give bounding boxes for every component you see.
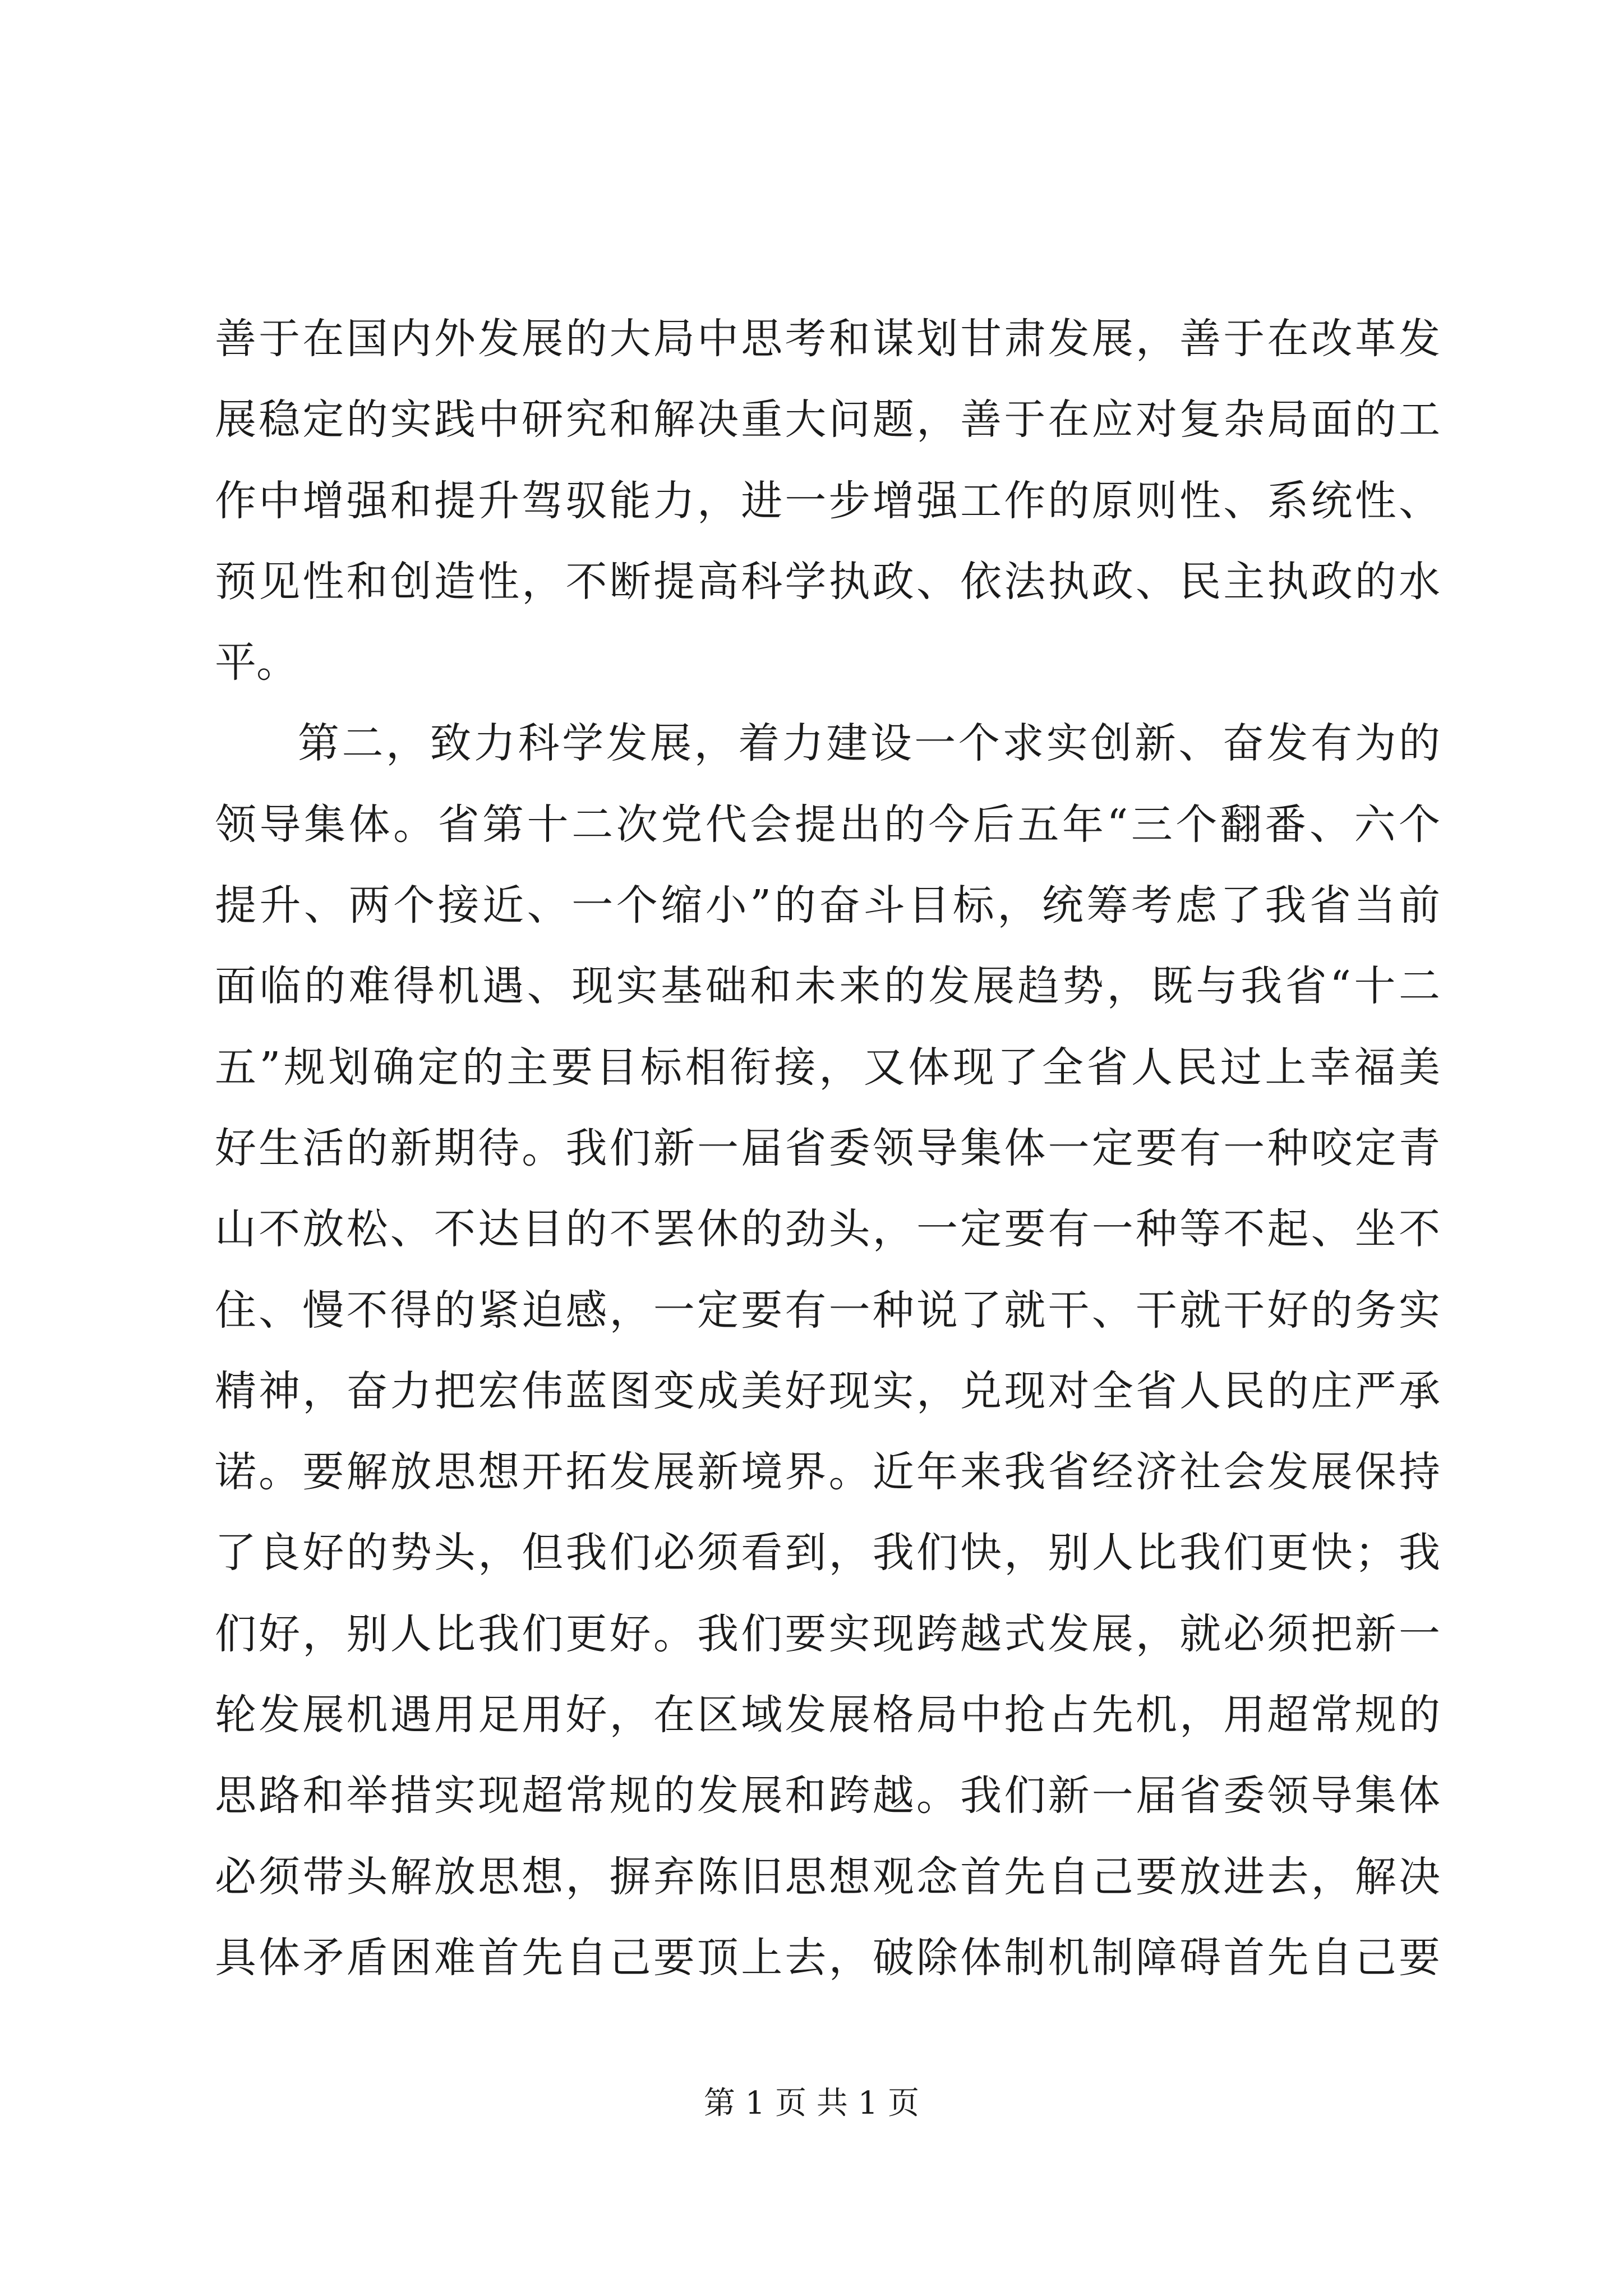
text-line: 必须带头解放思想，摒弃陈旧思想观念首先自己要放进去，解决 xyxy=(215,1852,1440,1901)
text-line: 好生活的新期待。我们新一届省委领导集体一定要有一种咬定青 xyxy=(215,1124,1440,1172)
text-line: 轮发展机遇用足用好，在区域发展格局中抢占先机，用超常规的 xyxy=(215,1691,1440,1740)
text-line: 诺。要解放思想开拓发展新境界。近年来我省经济社会发展保持 xyxy=(215,1448,1440,1497)
text-line: 预见性和创造性，不断提高科学执政、依法执政、民主执政的水 xyxy=(215,557,1440,606)
text-line: 们好，别人比我们更好。我们要实现跨越式发展，就必须把新一 xyxy=(215,1609,1440,1658)
text-line: 山不放松、不达目的不罢休的劲头，一定要有一种等不起、坐不 xyxy=(215,1205,1440,1254)
text-line: 思路和举措实现超常规的发展和跨越。我们新一届省委领导集体 xyxy=(215,1772,1440,1820)
text-line: 平。 xyxy=(215,638,298,687)
text-line: 展稳定的实践中研究和解决重大问题，善于在应对复杂局面的工 xyxy=(215,395,1440,444)
text-line: 面临的难得机遇、现实基础和未来的发展趋势，既与我省“十二 xyxy=(215,962,1440,1011)
text-line: 精神，奋力把宏伟蓝图变成美好现实，兑现对全省人民的庄严承 xyxy=(215,1366,1440,1415)
text-line: 善于在国内外发展的大局中思考和谋划甘肃发展，善于在改革发 xyxy=(215,315,1440,363)
text-line: 作中增强和提升驾驭能力，进一步增强工作的原则性、系统性、 xyxy=(215,476,1440,525)
text-line: 五”规划确定的主要目标相衔接，又体现了全省人民过上幸福美 xyxy=(215,1043,1440,1092)
text-line: 第二，致力科学发展，着力建设一个求实创新、奋发有为的 xyxy=(298,719,1440,768)
body-text xyxy=(215,298,1440,1998)
text-line: 提升、两个接近、一个缩小”的奋斗目标，统筹考虑了我省当前 xyxy=(215,881,1440,930)
page-footer: 第 1 页 共 1 页 xyxy=(703,2085,920,2122)
text-line: 领导集体。省第十二次党代会提出的今后五年“三个翻番、六个 xyxy=(215,800,1440,849)
text-line: 了良好的势头，但我们必须看到，我们快，别人比我们更快；我 xyxy=(215,1529,1440,1577)
text-line: 具体矛盾困难首先自己要顶上去，破除体制机制障碍首先自己要 xyxy=(215,1933,1440,1982)
text-line: 住、慢不得的紧迫感，一定要有一种说了就干、干就干好的务实 xyxy=(215,1286,1440,1335)
